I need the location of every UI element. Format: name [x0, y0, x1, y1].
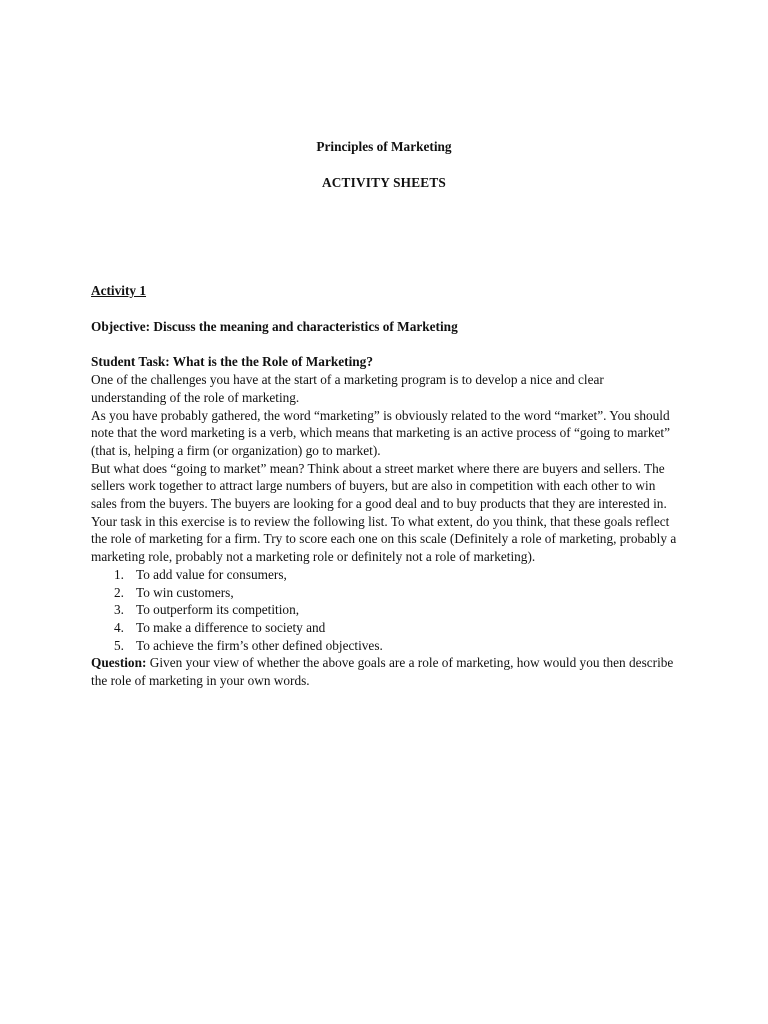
list-item	[91, 601, 681, 619]
list-number: 3.	[114, 602, 124, 618]
document-subtitle: ACTIVITY SHEETS	[321, 175, 447, 190]
list-item	[91, 637, 681, 655]
list-item	[91, 584, 681, 602]
paragraph-intro: One of the challenges you have at the start of a marketing program is to develop a nice and clear understanding of the role of marketing.	[91, 372, 604, 405]
goals-list	[91, 566, 681, 655]
list-item	[91, 566, 681, 584]
student-task-heading: Student Task: What is the the Role of Marketing?	[91, 354, 373, 370]
paragraph-market-word: As you have probably gathered, the word “marketing” is obviously related to the word “market”. You should note that the word marketing is a verb, which means that marketing is an active process of “going to market” (that is, helping a firm (or organization) go to market).	[91, 407, 670, 458]
list-text: To outperform its competition,	[136, 602, 300, 618]
list-number: 5.	[114, 637, 124, 653]
list-number: 4.	[114, 619, 124, 635]
list-text: To add value for consumers,	[136, 566, 287, 582]
document-body	[91, 282, 681, 690]
list-item	[91, 619, 681, 637]
list-text: To make a difference to society and	[136, 619, 326, 635]
question-text: Given your view of whether the above goals are a role of marketing, how would you then describe the role of marketing in your own words.	[91, 655, 674, 689]
objective-heading: Objective: Discuss the meaning and characteristics of Marketing	[91, 318, 458, 334]
paragraph-task: Your task in this exercise is to review the following list. To what extent, do you think, that these goals reflect the role of marketing for a firm. Try to score each one on this scale (Definitely a role of marketing, probably a marketing role, probably not a marketing role or definitely not a role of marketing).	[91, 513, 677, 565]
paragraph-going-to-market: But what does “going to market” mean? Think about a street market where there are buyers and sellers. The sellers work together to attract large numbers of buyers, but are also in competition with each other to win sales from the buyers. The buyers are looking for a good deal and to buy products that they are interested in.	[91, 460, 667, 512]
list-number: 2.	[114, 584, 124, 600]
list-text: To win customers,	[136, 584, 234, 600]
list-text: To achieve the firm’s other defined objectives.	[136, 637, 383, 653]
document-title: Principles of Marketing	[316, 139, 452, 154]
question-label: Question:	[91, 655, 147, 671]
question-paragraph	[91, 654, 681, 689]
list-number: 1.	[114, 566, 124, 582]
activity-heading: Activity 1	[91, 283, 147, 298]
